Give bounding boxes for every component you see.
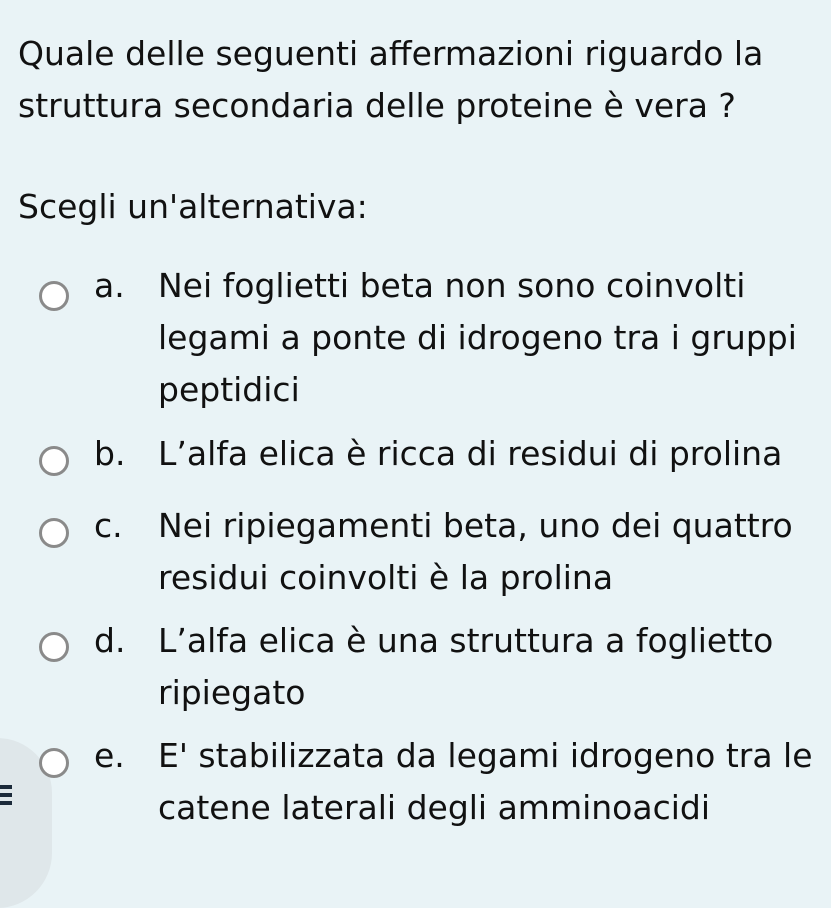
- option-label: L’alfa elica è ricca di residui di prolina: [158, 434, 783, 473]
- option-label: E' stabilizzata da legami idrogeno tra le catene laterali degli amminoacidi: [158, 736, 813, 827]
- option-letter: e.: [94, 736, 125, 775]
- option-label: L’alfa elica è una struttura a foglietto ripiegato: [158, 621, 774, 712]
- question-text: Quale delle seguenti affermazioni riguardo la struttura secondaria delle proteine è vera ?: [18, 34, 764, 125]
- radio-button-a[interactable]: [39, 281, 69, 311]
- answer-prompt: Scegli un'alternativa:: [18, 187, 368, 226]
- radio-button-e[interactable]: [39, 748, 69, 778]
- option-label: Nei ripiegamenti beta, uno dei quattro residui coinvolti è la prolina: [158, 506, 793, 597]
- radio-button-c[interactable]: [39, 518, 69, 548]
- option-letter: b.: [94, 434, 126, 473]
- radio-button-d[interactable]: [39, 632, 69, 662]
- hamburger-menu-icon[interactable]: [0, 785, 12, 815]
- option-letter: a.: [94, 266, 125, 305]
- option-label: Nei foglietti beta non sono coinvolti legami a ponte di idrogeno tra i gruppi peptidici: [158, 266, 797, 409]
- option-letter: d.: [94, 621, 126, 660]
- radio-button-b[interactable]: [39, 446, 69, 476]
- option-letter: c.: [94, 506, 123, 545]
